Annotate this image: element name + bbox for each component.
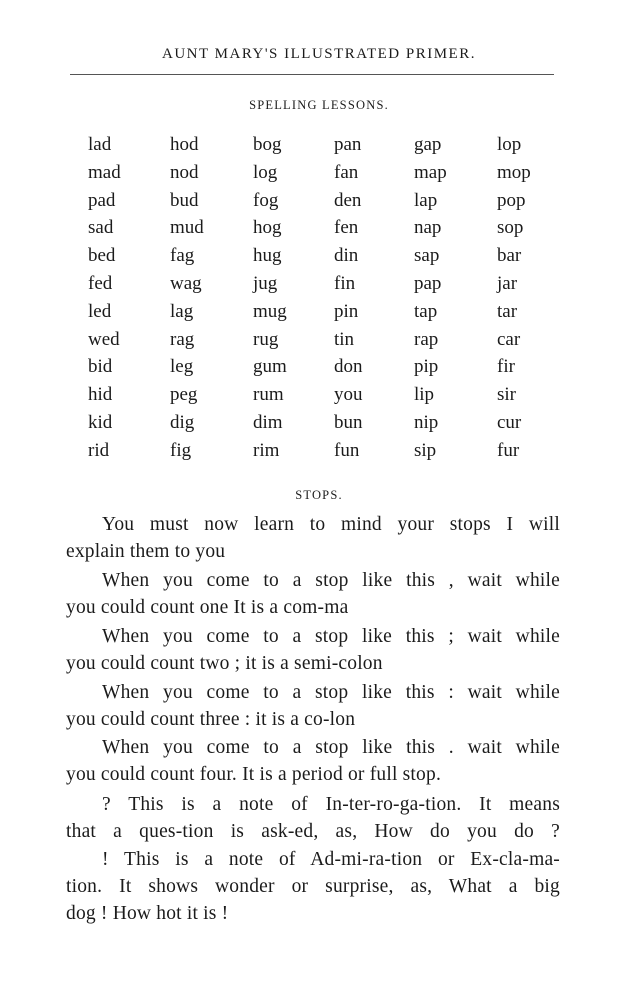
spelling-word: car — [497, 328, 521, 350]
paragraph-line: you could count two ; it is a semi-colon — [66, 653, 383, 674]
spelling-word: mug — [253, 300, 287, 322]
spelling-word: log — [253, 161, 278, 183]
spelling-word: hod — [170, 134, 199, 155]
spelling-word: fur — [497, 439, 520, 461]
spelling-word: tin — [334, 328, 355, 350]
spelling-word: fun — [334, 439, 360, 461]
spelling-word: gap — [414, 134, 442, 155]
spelling-word: sap — [414, 245, 440, 267]
stops-paragraph — [66, 679, 560, 733]
spelling-word: pad — [88, 189, 116, 211]
spelling-word: tap — [414, 300, 438, 322]
stops-paragraph — [66, 567, 560, 621]
spelling-word: hog — [253, 217, 282, 239]
stops-paragraph — [66, 791, 560, 845]
spelling-word: wag — [170, 272, 202, 294]
spelling-word: hid — [88, 384, 113, 406]
running-head: AUNT MARY'S ILLUSTRATED PRIMER. — [162, 46, 476, 62]
spelling-word: fog — [253, 189, 279, 211]
spelling-word: wed — [88, 328, 120, 350]
spelling-word: bar — [497, 245, 522, 267]
paragraph-line: tion. It shows wonder or surprise, as, What a big — [66, 876, 560, 897]
spelling-word: rap — [414, 328, 439, 350]
spelling-word: dim — [253, 411, 283, 433]
spelling-word: din — [334, 245, 359, 267]
spelling-word: fag — [170, 245, 195, 267]
spelling-word: nap — [414, 217, 442, 239]
spelling-word: pin — [334, 300, 359, 322]
spelling-word: jug — [253, 272, 278, 294]
spelling-word: bed — [88, 245, 116, 267]
spelling-word: cur — [497, 411, 522, 433]
spelling-word: you — [334, 384, 363, 406]
paragraph-line: dog ! How hot it is ! — [66, 903, 229, 924]
spelling-word: pip — [414, 356, 439, 378]
spelling-word: bog — [253, 134, 282, 155]
spelling-word: nip — [414, 411, 439, 433]
spelling-word: mud — [170, 217, 204, 239]
spelling-word: pop — [497, 189, 526, 211]
spelling-word: rag — [170, 328, 195, 350]
spelling-word: lop — [497, 134, 522, 155]
spelling-word: bid — [88, 356, 113, 378]
spelling-word: bud — [170, 189, 199, 211]
paragraph-line: you could count four. It is a period or full stop. — [66, 764, 442, 785]
spelling-word: fen — [334, 217, 359, 239]
paragraph-line: you could count three : it is a co-lon — [66, 709, 356, 730]
word-column-1 — [88, 131, 121, 465]
spelling-word: mad — [88, 161, 121, 183]
paragraph-line: ! This is a note of Ad-mi-ra-tion or Ex-cla-ma- — [102, 849, 560, 870]
spelling-word: jar — [497, 272, 518, 294]
spelling-word: fin — [334, 272, 356, 294]
spelling-word: pap — [414, 272, 442, 294]
stops-paragraph — [66, 846, 560, 927]
spelling-word: lip — [414, 384, 435, 406]
word-column-5 — [414, 131, 447, 465]
spelling-word: gum — [253, 356, 287, 378]
spelling-word: rid — [88, 439, 110, 461]
stops-paragraph — [66, 623, 560, 677]
paragraph-line: When you come to a stop like this ; wait while — [102, 626, 560, 647]
paragraph-line: ? This is a note of In-ter-ro-ga-tion. It means — [102, 794, 560, 815]
spelling-word: bun — [334, 411, 363, 433]
spelling-word: map — [414, 161, 447, 183]
word-column-4 — [334, 131, 363, 465]
spelling-word: lad — [88, 134, 112, 155]
word-column-3 — [253, 131, 287, 465]
paragraph-line: When you come to a stop like this : wait while — [102, 682, 560, 703]
spelling-word: sad — [88, 217, 114, 239]
spelling-word: rum — [253, 384, 284, 406]
paragraph-line: explain them to you — [66, 541, 226, 562]
spelling-word: hug — [253, 245, 282, 267]
word-column-2 — [170, 131, 204, 465]
spelling-word: tar — [497, 300, 518, 322]
spelling-word: led — [88, 300, 112, 322]
header-rule — [70, 74, 554, 75]
spelling-word: sip — [414, 439, 437, 461]
paragraph-line: You must now learn to mind your stops I will — [102, 514, 560, 535]
spelling-word: pan — [334, 134, 362, 155]
spelling-word: sir — [497, 384, 516, 406]
spelling-word: fan — [334, 161, 359, 183]
spelling-word: mop — [497, 161, 531, 183]
spelling-word: dig — [170, 411, 195, 433]
word-column-6 — [497, 131, 531, 465]
paragraph-line: you could count one It is a com-ma — [66, 597, 349, 618]
spelling-word: lap — [414, 189, 438, 211]
spelling-word: don — [334, 356, 363, 378]
spelling-word: kid — [88, 411, 113, 433]
spelling-lessons-title: SPELLING LESSONS. — [249, 98, 389, 112]
spelling-word: rug — [253, 328, 279, 350]
spelling-word: leg — [170, 356, 194, 378]
spelling-word: sop — [497, 217, 524, 239]
spelling-word: rim — [253, 439, 280, 461]
stops-paragraph — [66, 511, 560, 565]
paragraph-line: that a ques-tion is ask-ed, as, How do you do ? — [66, 821, 560, 842]
stops-title: STOPS. — [295, 488, 343, 502]
spelling-word: den — [334, 189, 362, 211]
paragraph-line: When you come to a stop like this . wait while — [102, 737, 560, 758]
spelling-word: fed — [88, 272, 113, 294]
spelling-word: nod — [170, 161, 199, 183]
stops-paragraph — [66, 734, 560, 788]
spelling-word: lag — [170, 300, 194, 322]
paragraph-line: When you come to a stop like this , wait while — [102, 570, 560, 591]
spelling-word: peg — [170, 384, 198, 406]
spelling-word: fig — [170, 439, 192, 461]
spelling-word: fir — [497, 356, 515, 378]
